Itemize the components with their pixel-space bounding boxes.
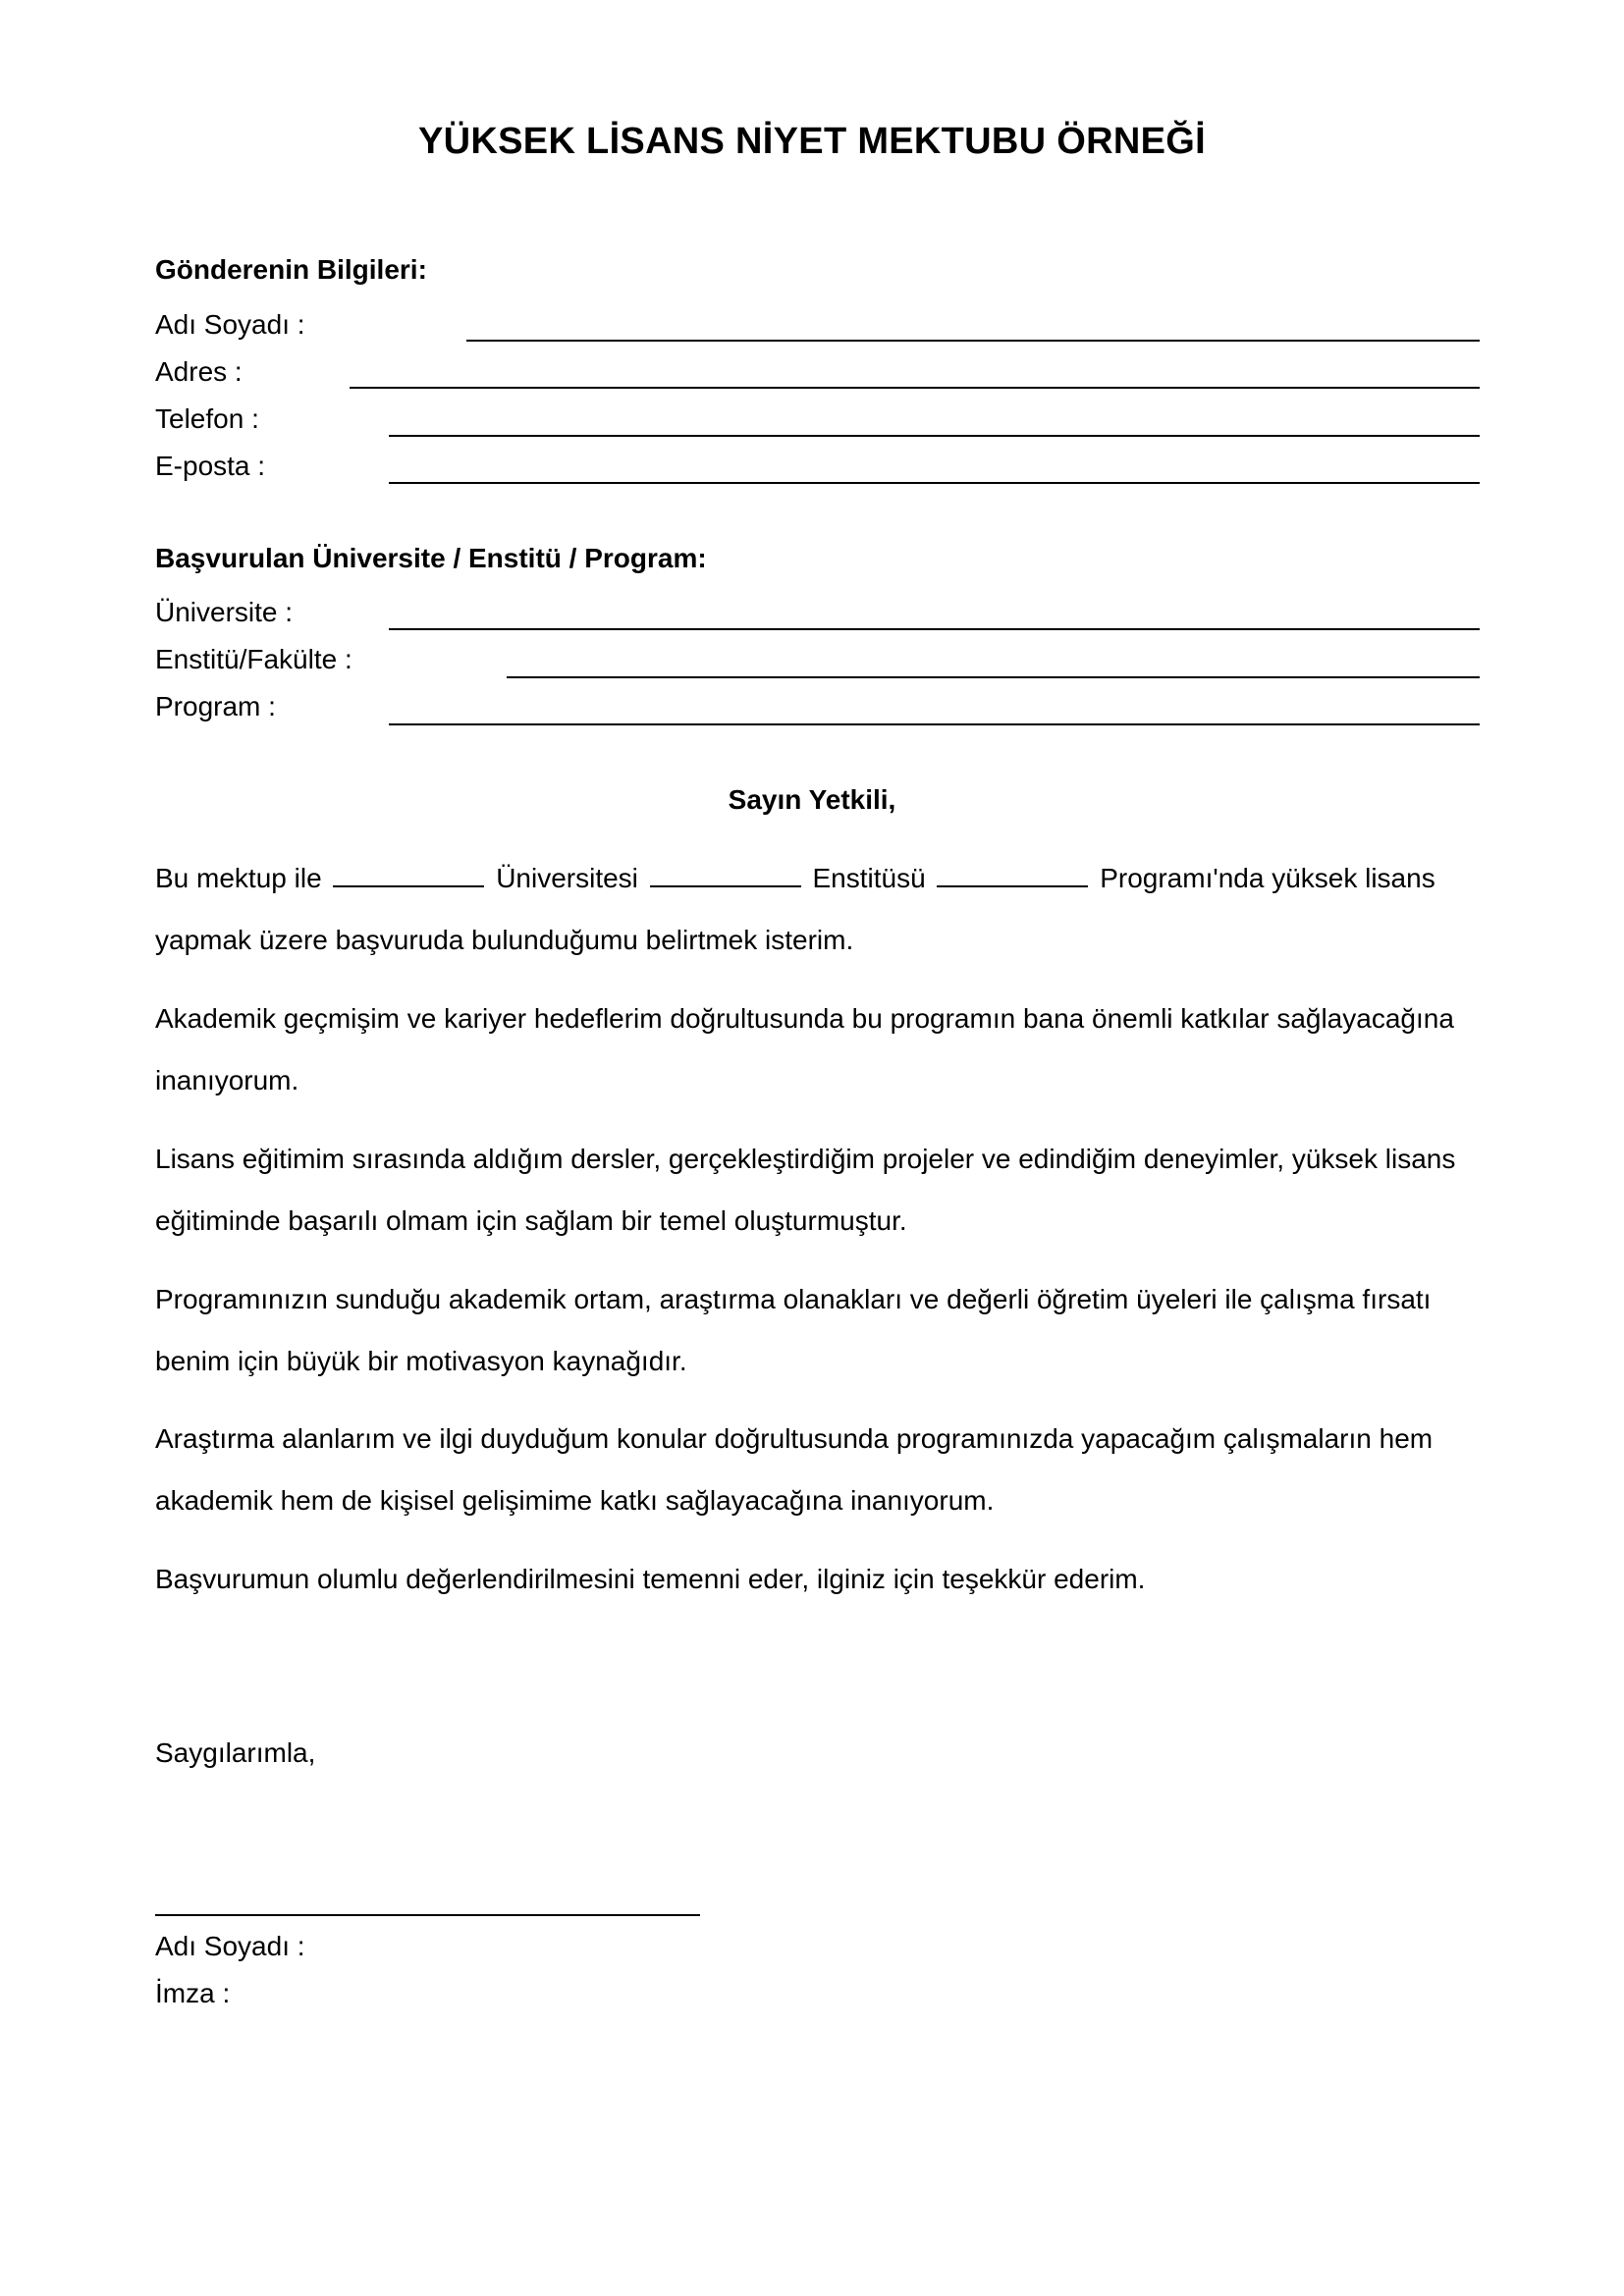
intro-text-4: Programı'nda yüksek lisans yapmak üzere başvuruda bulunduğumu belirtmek isterim. bbox=[155, 863, 1435, 955]
signature-label: İmza : bbox=[155, 1978, 231, 2008]
university-line[interactable] bbox=[389, 628, 1480, 630]
sender-name-label: Adı Soyadı : bbox=[155, 309, 305, 340]
sender-heading: Gönderenin Bilgileri: bbox=[155, 254, 427, 285]
institute-label: Enstitü/Fakülte : bbox=[155, 644, 352, 674]
body-paragraph: Başvurumun olumlu değerlendirilmesini temenni eder, ilginiz için teşekkür ederim. bbox=[155, 1564, 1146, 1594]
application-heading: Başvurulan Üniversite / Enstitü / Program: bbox=[155, 543, 707, 573]
sender-phone-line[interactable] bbox=[389, 435, 1480, 437]
intro-text-3: Enstitüsü bbox=[812, 863, 926, 893]
body-paragraph: Akademik geçmişim ve kariyer hedeflerim doğrultusunda bu programın bana önemli katkılar sağlayacağına inanıyorum. bbox=[155, 1003, 1454, 1095]
institute-blank[interactable] bbox=[650, 860, 801, 887]
signature-name-label: Adı Soyadı : bbox=[155, 1931, 305, 1961]
program-label: Program : bbox=[155, 691, 276, 721]
program-line[interactable] bbox=[389, 723, 1480, 725]
intro-paragraph bbox=[155, 847, 1490, 971]
sender-email-label: E-posta : bbox=[155, 451, 266, 481]
intro-text-1: Bu mektup ile bbox=[155, 863, 322, 893]
body-paragraph: Programınızın sunduğu akademik ortam, araştırma olanakları ve değerli öğretim üyeleri ile çalışma fırsatı benim için büyük bir motivasyon kaynağıdır. bbox=[155, 1284, 1432, 1376]
sender-address-label: Adres : bbox=[155, 356, 243, 387]
salutation: Sayın Yetkili, bbox=[728, 784, 896, 815]
institute-line[interactable] bbox=[507, 676, 1480, 678]
signature-line[interactable] bbox=[155, 1914, 700, 1916]
university-label: Üniversite : bbox=[155, 597, 294, 627]
sender-name-line[interactable] bbox=[466, 340, 1480, 342]
closing: Saygılarımla, bbox=[155, 1737, 316, 1768]
sender-address-line[interactable] bbox=[350, 387, 1480, 389]
sender-email-line[interactable] bbox=[389, 482, 1480, 484]
document-title: YÜKSEK LİSANS NİYET MEKTUBU ÖRNEĞİ bbox=[418, 121, 1206, 162]
body-paragraph: Lisans eğitimim sırasında aldığım dersler, gerçekleştirdiğim projeler ve edindiğim deneyimler, yüksek lisans eğitiminde başarılı olmam için sağlam bir temel oluşturmuştur. bbox=[155, 1144, 1456, 1236]
sender-phone-label: Telefon : bbox=[155, 403, 259, 434]
intro-text-2: Üniversitesi bbox=[496, 863, 638, 893]
body-paragraph: Araştırma alanlarım ve ilgi duyduğum konular doğrultusunda programınızda yapacağım çalışmaların hem akademik hem de kişisel gelişimime katkı sağlayacağına inanıyorum. bbox=[155, 1423, 1434, 1516]
program-blank[interactable] bbox=[937, 860, 1088, 887]
university-blank[interactable] bbox=[333, 860, 484, 887]
